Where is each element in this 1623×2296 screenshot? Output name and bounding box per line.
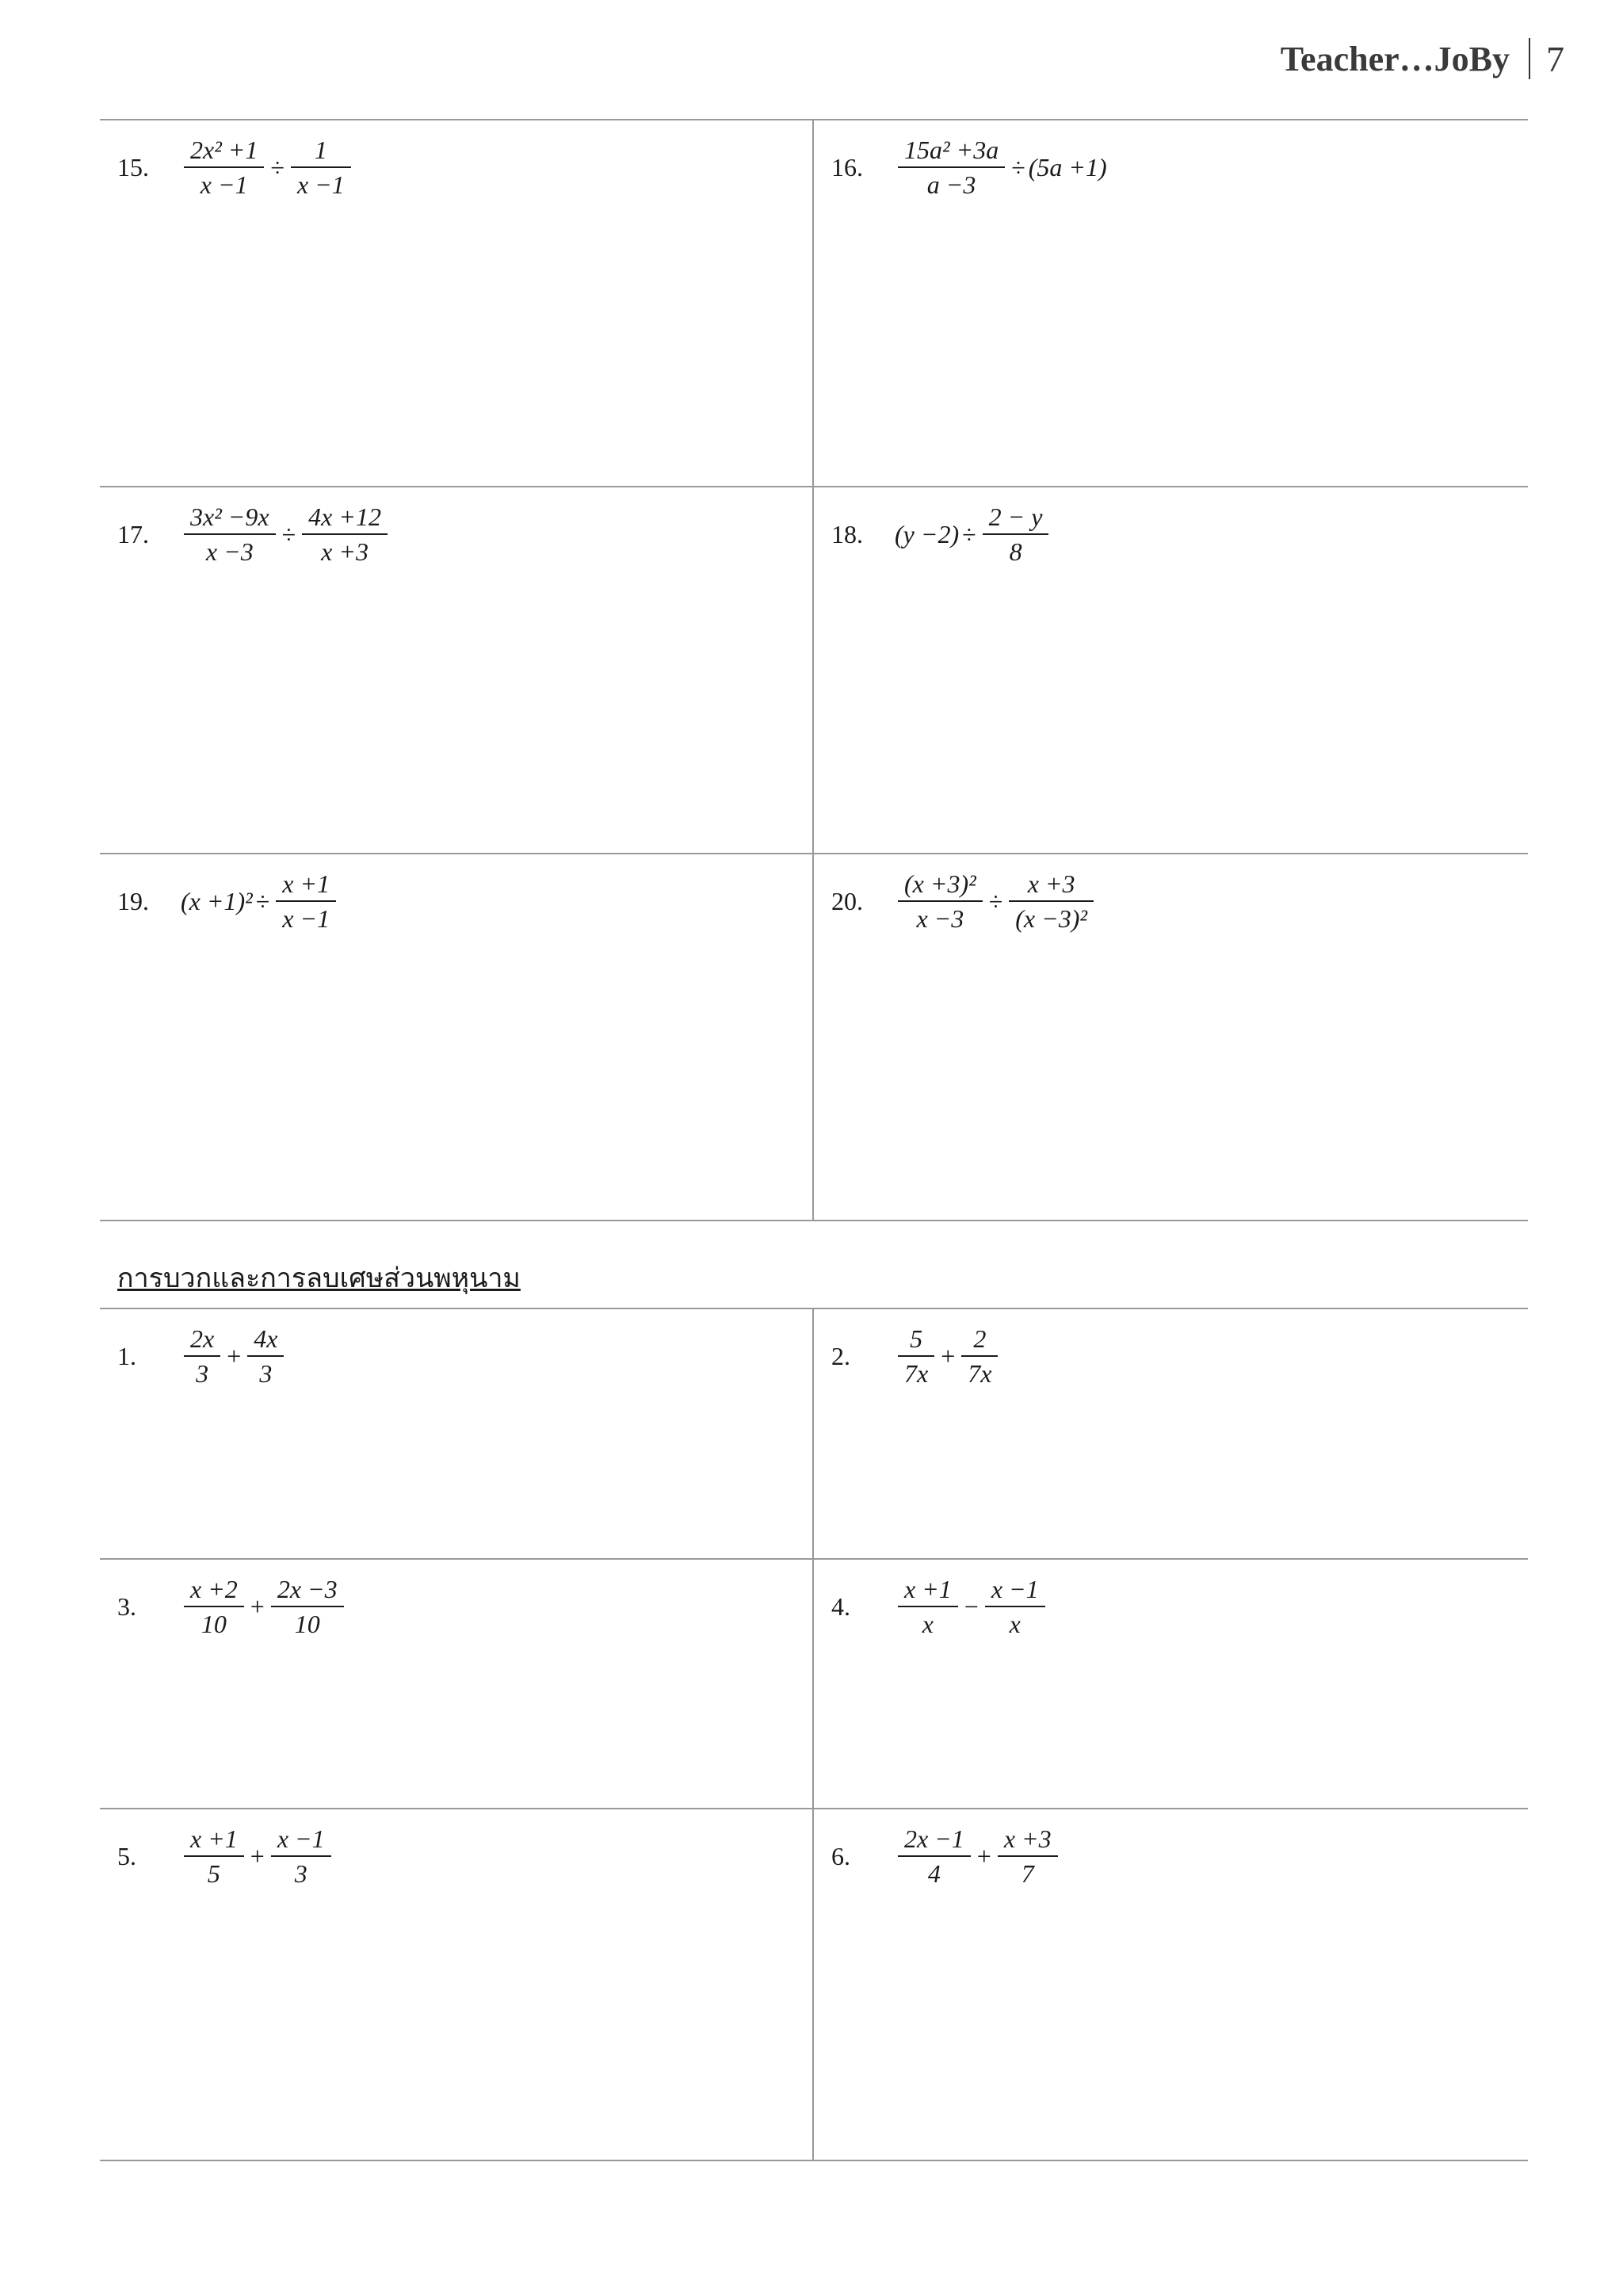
fraction: $\frac{5}{7x}$	[898, 1322, 934, 1390]
fraction: $\frac{\text{2x² +1}}{x -1}$	[184, 133, 264, 201]
fraction: $\frac{2}{7x}$	[961, 1322, 998, 1390]
fraction: $\frac{x +1}{x -1}$	[276, 867, 336, 935]
problem-cell-19	[100, 854, 814, 1220]
problem-cell-4	[814, 1560, 1528, 1808]
section-title: การบวกและการลบเศษส่วนพหุนาม	[117, 1263, 521, 1294]
problem-number: 6.	[831, 1841, 850, 1870]
fraction: $\frac{x +3}{\text{(x −3)²}}$	[1009, 867, 1094, 935]
math-expression: $\frac{\text{3x² −9x}}{x -3}$ ÷ $\frac{4x +12}{x +3}$	[181, 500, 391, 568]
math-expression: $\frac{\text{15a² +3a}}{a -3}$ ÷ (5a +1)	[895, 133, 1107, 201]
problem-cell-1	[100, 1309, 814, 1558]
math-expression: $\frac{x +2}{10}$ + $\frac{2x -3}{10}$	[181, 1572, 347, 1641]
fraction: $\frac{x -1}{3}$	[271, 1822, 331, 1890]
problem-number: 2.	[831, 1341, 850, 1370]
exercise-row	[100, 1309, 1528, 1560]
fraction: $\frac{x +3}{7}$	[998, 1822, 1058, 1890]
fraction: $\frac{2x}{3}$	[184, 1322, 220, 1390]
math-expression: $\frac{x +1}{5}$ + $\frac{x -1}{3}$	[181, 1822, 334, 1890]
exercise-row	[100, 487, 1528, 854]
problem-number: 20.	[831, 886, 863, 915]
exercise-row	[100, 854, 1528, 1221]
fraction: $\frac{2x -1}{4}$	[898, 1822, 971, 1890]
math-expression: $\frac{x +1}{x}$ − $\frac{x -1}{x}$	[895, 1572, 1048, 1641]
problem-cell-3	[100, 1560, 814, 1808]
problem-cell-16	[814, 120, 1528, 486]
problem-cell-5	[100, 1809, 814, 2160]
problem-number: 3.	[117, 1591, 136, 1621]
math-expression: $\frac{5}{7x}$ + $\frac{2}{7x}$	[895, 1322, 1001, 1390]
problem-number: 19.	[117, 886, 149, 915]
fraction: $\frac{4x +12}{x +3}$	[302, 500, 388, 568]
fraction: $\frac{x -1}{x}$	[985, 1572, 1045, 1641]
fraction: $\frac{2x -3}{10}$	[271, 1572, 344, 1641]
problem-number: 18.	[831, 519, 863, 548]
fraction: $\frac{2 - y}{8}$	[983, 500, 1049, 568]
fraction: $\frac{\text{15a² +3a}}{a -3}$	[898, 133, 1005, 201]
problem-cell-2	[814, 1309, 1528, 1558]
division-exercise-grid	[100, 119, 1528, 1221]
problem-cell-15	[100, 120, 814, 486]
page-header	[1281, 35, 1564, 82]
math-expression: (x +1)² ÷ $\frac{x +1}{x -1}$	[181, 867, 339, 935]
problem-cell-6	[814, 1809, 1528, 2160]
fraction: $\frac{4x}{3}$	[247, 1322, 284, 1390]
math-expression: $\frac{\text{2x² +1}}{x -1}$ ÷ $\frac{1}{x -1}$	[181, 133, 354, 201]
fraction: $\frac{\text{(x +3)²}}{x -3}$	[898, 867, 983, 935]
fraction: $\frac{\text{3x² −9x}}{x -3}$	[184, 500, 276, 568]
problem-cell-20	[814, 854, 1528, 1220]
fraction: $\frac{x +1}{5}$	[184, 1822, 244, 1890]
problem-number: 5.	[117, 1841, 136, 1870]
exercise-row	[100, 120, 1528, 487]
brand-name: Teacher…JoBy	[1280, 39, 1510, 78]
page-number: 7	[1546, 38, 1564, 79]
exercise-row	[100, 1809, 1528, 2161]
math-expression: $\frac{2x -1}{4}$ + $\frac{x +3}{7}$	[895, 1822, 1061, 1890]
math-expression: $\frac{2x}{3}$ + $\frac{4x}{3}$	[181, 1322, 287, 1390]
addition-exercise-grid	[100, 1308, 1528, 2161]
math-expression: (y −2) ÷ $\frac{2 - y}{8}$	[895, 500, 1052, 568]
fraction: $\frac{x +2}{10}$	[184, 1572, 244, 1641]
problem-number: 1.	[117, 1341, 136, 1370]
problem-number: 4.	[831, 1591, 850, 1621]
problem-cell-18	[814, 487, 1528, 853]
problem-number: 15.	[117, 152, 149, 181]
exercise-row	[100, 1560, 1528, 1809]
problem-number: 16.	[831, 152, 863, 181]
problem-number: 17.	[117, 519, 149, 548]
math-expression: $\frac{\text{(x +3)²}}{x -3}$ ÷ $\frac{x +3}{\text{(x −3)²}}$	[895, 867, 1097, 935]
problem-cell-17	[100, 487, 814, 853]
fraction: $\frac{1}{x -1}$	[291, 133, 351, 201]
fraction: $\frac{x +1}{x}$	[898, 1572, 958, 1641]
header-divider	[1529, 38, 1530, 79]
